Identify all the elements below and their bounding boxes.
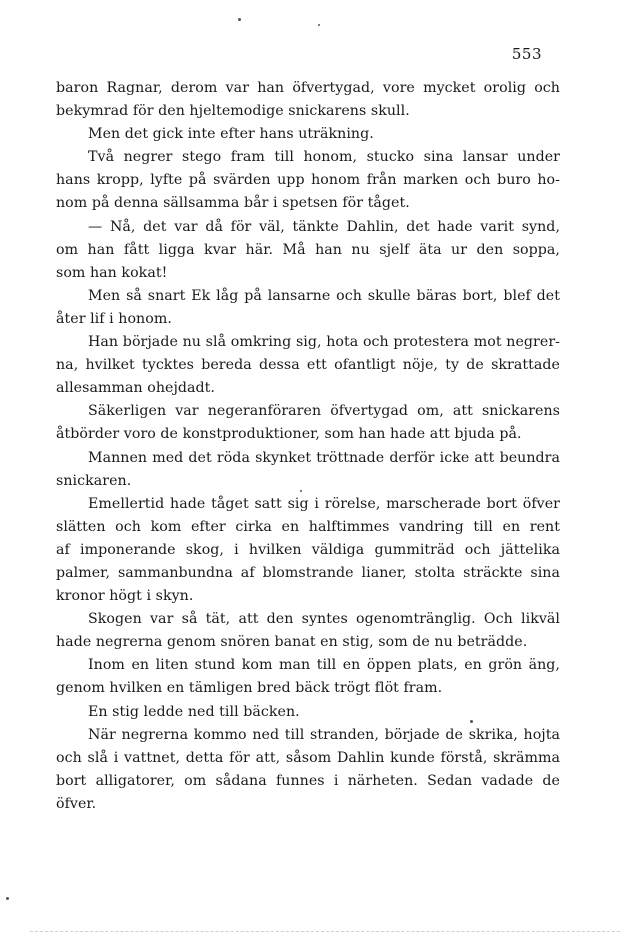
text-line: hade negrerna genom snören banat en stig, som de nu beträdde. [56, 634, 528, 651]
scan-speck [318, 24, 320, 26]
text-line: na, hvilket tycktes bereda dessa ett ofantligt nöje, ty de skrattade [56, 357, 560, 374]
text-line: Skogen var så tät, att den syntes ogenomtränglig. Och likväl [88, 611, 560, 628]
text-line: bekymrad för den hjeltemodige snickarens skull. [56, 103, 410, 120]
text-line: kronor högt i skyn. [56, 588, 194, 605]
text-line: genom hvilken en tämligen bred bäck trögt flöt fram. [56, 680, 443, 697]
text-line: slätten och kom efter cirka en halftimmes vandring till en rent [56, 518, 560, 535]
scan-speck [470, 720, 473, 723]
text-line: nom på denna sällsamma bår i spetsen för tåget. [56, 195, 410, 212]
text-line: När negrerna kommo ned till stranden, började de skrika, hojta [88, 726, 560, 743]
text-line: Inom en liten stund kom man till en öppen plats, en grön äng, [88, 657, 560, 674]
scan-speck [300, 490, 302, 492]
body-text [56, 77, 560, 816]
text-line: hans kropp, lyfte på svärden upp honom från marken och buro ho- [56, 172, 560, 189]
text-line: Emellertid hade tåget satt sig i rörelse, marscherade bort öfver [88, 495, 560, 512]
text-line: palmer, sammanbundna af blomstrande lianer, stolta sträckte sina [56, 564, 560, 581]
text-line: åter lif i honom. [56, 310, 172, 327]
text-line: af imponerande skog, i hvilken väldiga gummiträd och jättelika [56, 541, 560, 558]
text-line: — Nå, det var då för väl, tänkte Dahlin, det hade varit synd, [88, 218, 560, 235]
text-line: snickaren. [56, 472, 132, 489]
text-line: som han kokat! [56, 264, 168, 281]
page-number: 553 [511, 45, 542, 63]
text-line: Men så snart Ek låg på lansarne och skulle bäras bort, blef det [88, 287, 560, 304]
page-edge [30, 931, 620, 933]
text-line: baron Ragnar, derom var han öfvertygad, vore mycket orolig och [56, 80, 560, 96]
scan-speck [238, 18, 241, 21]
text-line: Säkerligen var negeranföraren öfvertygad om, att snickarens [88, 403, 560, 420]
text-line: Mannen med det röda skynket tröttnade derför icke att beundra [88, 449, 560, 466]
text-line: Han började nu slå omkring sig, hota och protestera mot negrer- [88, 334, 560, 351]
text-line: Men det gick inte efter hans uträkning. [88, 126, 374, 143]
text-line: om han fått ligga kvar här. Må han nu sjelf äta ur den soppa, [56, 241, 560, 258]
text-line: En stig ledde ned till bäcken. [88, 703, 300, 720]
text-line: och slå i vattnet, detta för att, såsom Dahlin kunde förstå, skrämma [56, 749, 560, 766]
text-line: åtbörder voro de konstproduktioner, som han hade att bjuda på. [56, 426, 522, 443]
text-line: Två negrer stego fram till honom, stucko sina lansar under [88, 149, 560, 166]
text-line: allesamman ohejdadt. [56, 380, 215, 397]
scan-speck [6, 897, 9, 900]
text-line: bort alligatorer, om sådana funnes i närheten. Sedan vadade de [56, 772, 560, 789]
text-line: öfver. [56, 795, 97, 812]
